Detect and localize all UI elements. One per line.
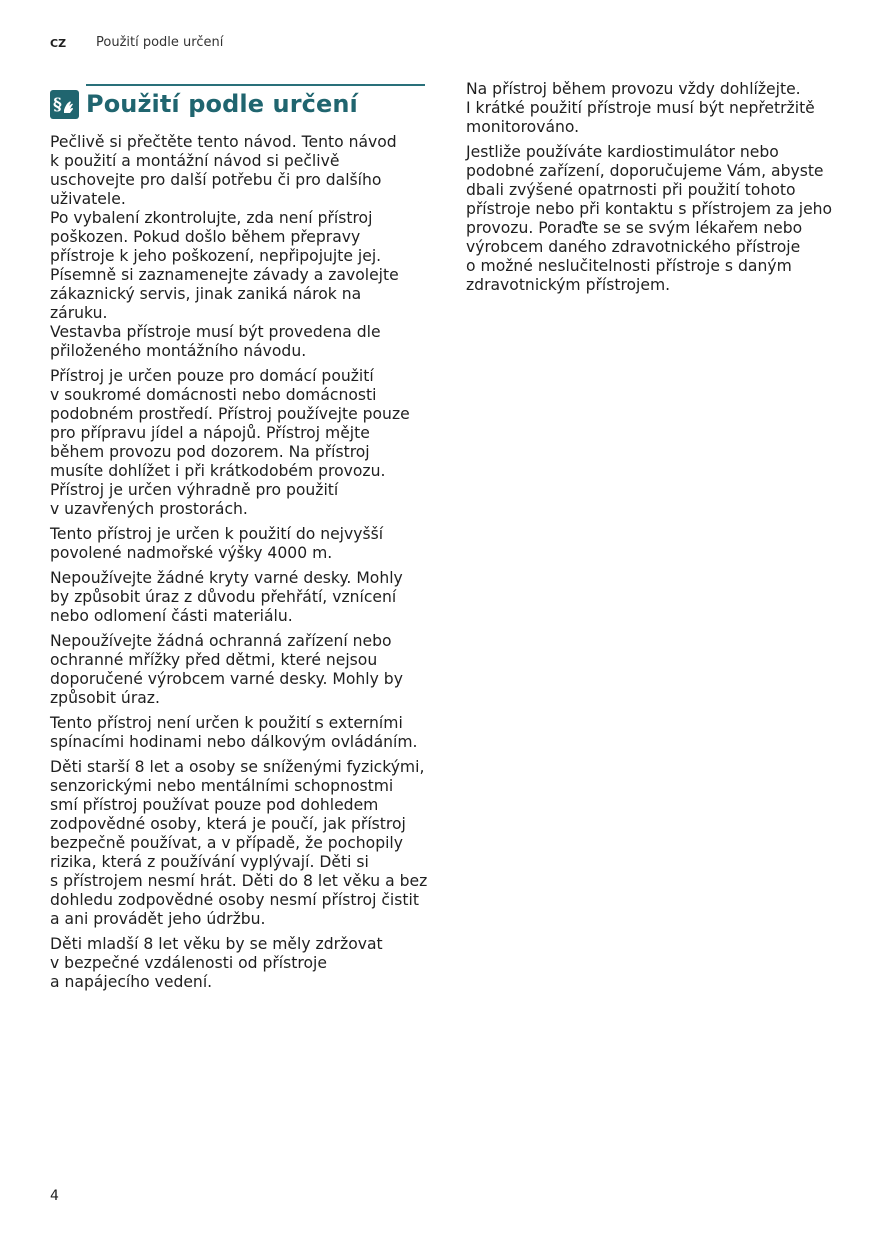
heading-rule: [86, 84, 425, 86]
section-heading: [50, 84, 425, 120]
language-code: CZ: [50, 37, 67, 50]
paragraph-supervision: Na přístroj během provozu vždy dohlížejte. I krátké použití přístroje musí být nepřetržitě monitorováno.: [466, 80, 815, 136]
page-number: 4: [50, 1188, 59, 1204]
paragraph-children-over-8: Děti starší 8 let a osoby se sníženými fyzickými, senzorickými nebo mentálními schopnostmi smí přístroj používat pouze pod dohledem zodpovědné osoby, která je poučí, jak přístroj bezpečně používat, a v případě, že pochopily rizika, která z používání vyplývají. Děti si s přístrojem nesmí hrát. Děti do 8 let věku a bez dohledu zodpovědné osoby nesmí přístroj čistit a ani provádět jeho údržbu.: [50, 758, 428, 928]
paragraph-child-guards: Nepoužívejte žádná ochranná zařízení nebo ochranné mřížky před dětmi, které nejsou doporučené výrobcem varné desky. Mohly by způsobit úraz.: [50, 632, 403, 707]
paragraph-covers: Nepoužívejte žádné kryty varné desky. Mohly by způsobit úraz z důvodu přehřátí, vznícení nebo odlomení části materiálu.: [50, 569, 403, 625]
left-column: [50, 133, 430, 998]
svg-text:§: §: [53, 94, 62, 115]
section-paragraph-icon: [50, 90, 79, 119]
right-column: [466, 80, 838, 301]
paragraph-pacemaker: Jestliže používáte kardiostimulátor nebo podobné zařízení, doporučujeme Vám, abyste dbali zvýšené opatrnosti při použití tohoto přístroje nebo při kontaktu s přístrojem za jeho provozu. Poraďte se se svým lékařem nebo výrobcem daného zdravotnického přístroje o možné neslučitelnosti přístroje s daným zdravotnickým přístrojem.: [466, 143, 833, 294]
paragraph-household-use: Přístroj je určen pouze pro domácí použití v soukromé domácnosti nebo domácnosti podobném prostředí. Přístroj používejte pouze pro přípravu jídel a nápojů. Přístroj mějte během provozu pod dozorem. Na přístroj musíte dohlížet i při krátkodobém provozu. Přístroj je určen výhradně pro použití v uzavřených prostorách.: [50, 367, 410, 518]
section-heading-text: Použití podle určení: [86, 90, 358, 118]
paragraph-external-timer: Tento přístroj není určen k použití s externími spínacími hodinami nebo dálkovým ovládáním.: [50, 714, 418, 751]
paragraph-children-under-8: Děti mladší 8 let věku by se měly zdržovat v bezpečné vzdálenosti od přístroje a napájecího vedení.: [50, 935, 383, 991]
paragraph-storage-installation: Pečlivě si přečtěte tento návod. Tento návod k použití a montážní návod si pečlivě uschovejte pro další potřebu či pro dalšího uživatele. Po vybalení zkontrolujte, zda není přístroj poškozen. Pokud došlo během přepravy přístroje k jeho poškození, nepřipojujte jej. Písemně si zaznamenejte závady a zavolejte zákaznický servis, jinak zaniká nárok na záruku. Vestavba přístroje musí být provedena dle přiloženého montážního návodu.: [50, 133, 399, 360]
paragraph-altitude: Tento přístroj je určen k použití do nejvyšší povolené nadmořské výšky 4000 m.: [50, 525, 384, 562]
running-header-title: Použití podle určení: [96, 35, 224, 50]
